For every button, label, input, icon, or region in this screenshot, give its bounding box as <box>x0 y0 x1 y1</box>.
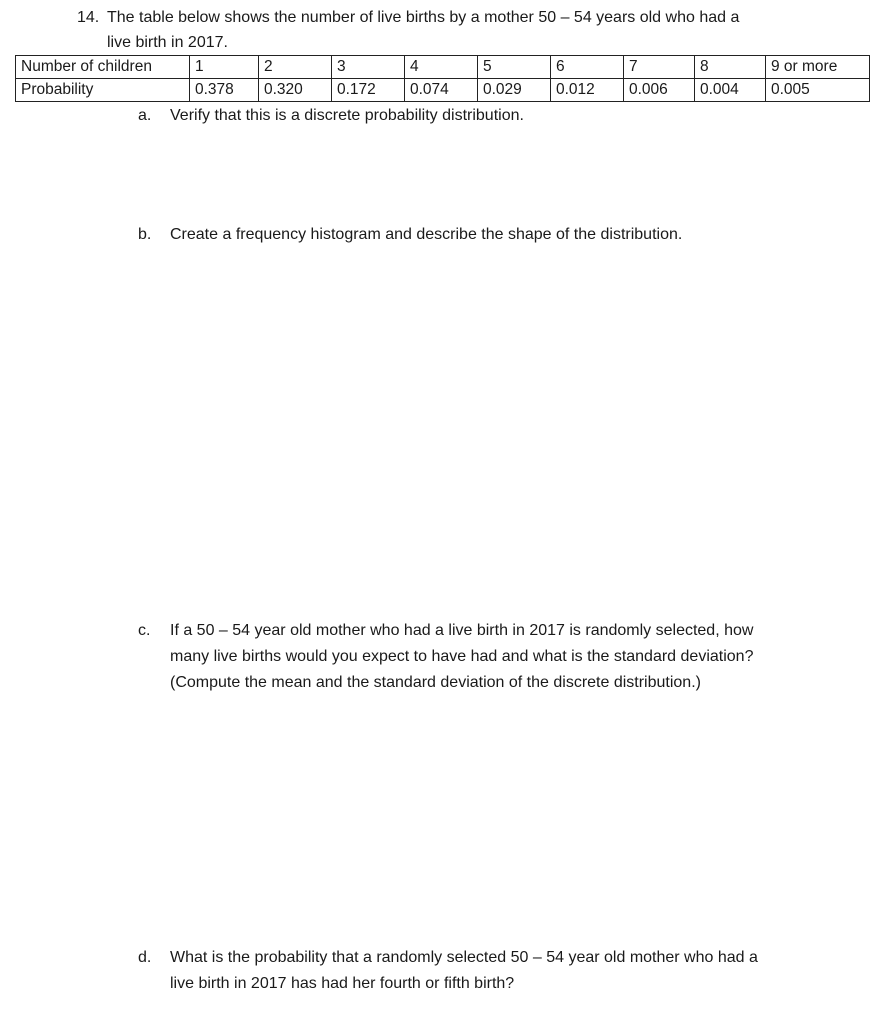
children-row <box>16 56 870 79</box>
part-a-letter: a. <box>138 107 152 124</box>
probability-cell: 0.006 <box>624 79 695 102</box>
children-cell: 5 <box>478 56 551 79</box>
probability-cell: 0.004 <box>695 79 766 102</box>
part-b-letter: b. <box>138 226 152 243</box>
part-c-text-line-1: If a 50 – 54 year old mother who had a live birth in 2017 is randomly selected, how <box>170 622 754 639</box>
part-c-letter: c. <box>138 622 151 639</box>
question-text-line-2: live birth in 2017. <box>107 34 228 51</box>
probability-cell: 0.320 <box>259 79 332 102</box>
children-cell: 1 <box>190 56 259 79</box>
probability-cell: 0.005 <box>766 79 870 102</box>
part-c <box>138 618 838 696</box>
part-c-text-line-3: (Compute the mean and the standard deviation of the discrete distribution.) <box>170 674 701 691</box>
part-c-text-line-2: many live births would you expect to have had and what is the standard deviation? <box>170 648 754 665</box>
part-a <box>138 103 838 129</box>
children-cell: 8 <box>695 56 766 79</box>
part-b <box>138 222 838 248</box>
probability-table <box>15 55 870 102</box>
probability-row <box>16 79 870 102</box>
question-line-1 <box>77 5 847 30</box>
children-cell: 4 <box>405 56 478 79</box>
part-d-text-line-1: What is the probability that a randomly selected 50 – 54 year old mother who had a <box>170 949 758 966</box>
part-a-text: Verify that this is a discrete probability distribution. <box>170 107 524 124</box>
children-cell: 7 <box>624 56 695 79</box>
children-cell: 9 or more <box>766 56 870 79</box>
children-cell: 2 <box>259 56 332 79</box>
question-number: 14. <box>77 9 100 26</box>
probability-cell: 0.378 <box>190 79 259 102</box>
part-d <box>138 945 838 997</box>
question-prompt <box>77 5 847 55</box>
children-cell: 3 <box>332 56 405 79</box>
part-d-text-line-2: live birth in 2017 has had her fourth or fifth birth? <box>170 975 515 992</box>
probability-cell: 0.029 <box>478 79 551 102</box>
part-d-letter: d. <box>138 949 152 966</box>
row-header-children: Number of children <box>16 56 190 79</box>
question-text-line-1: The table below shows the number of live births by a mother 50 – 54 years old who had a <box>107 9 740 26</box>
part-b-text: Create a frequency histogram and describe the shape of the distribution. <box>170 226 683 243</box>
children-cell: 6 <box>551 56 624 79</box>
probability-cell: 0.074 <box>405 79 478 102</box>
probability-cell: 0.012 <box>551 79 624 102</box>
probability-cell: 0.172 <box>332 79 405 102</box>
row-header-probability: Probability <box>16 79 190 102</box>
